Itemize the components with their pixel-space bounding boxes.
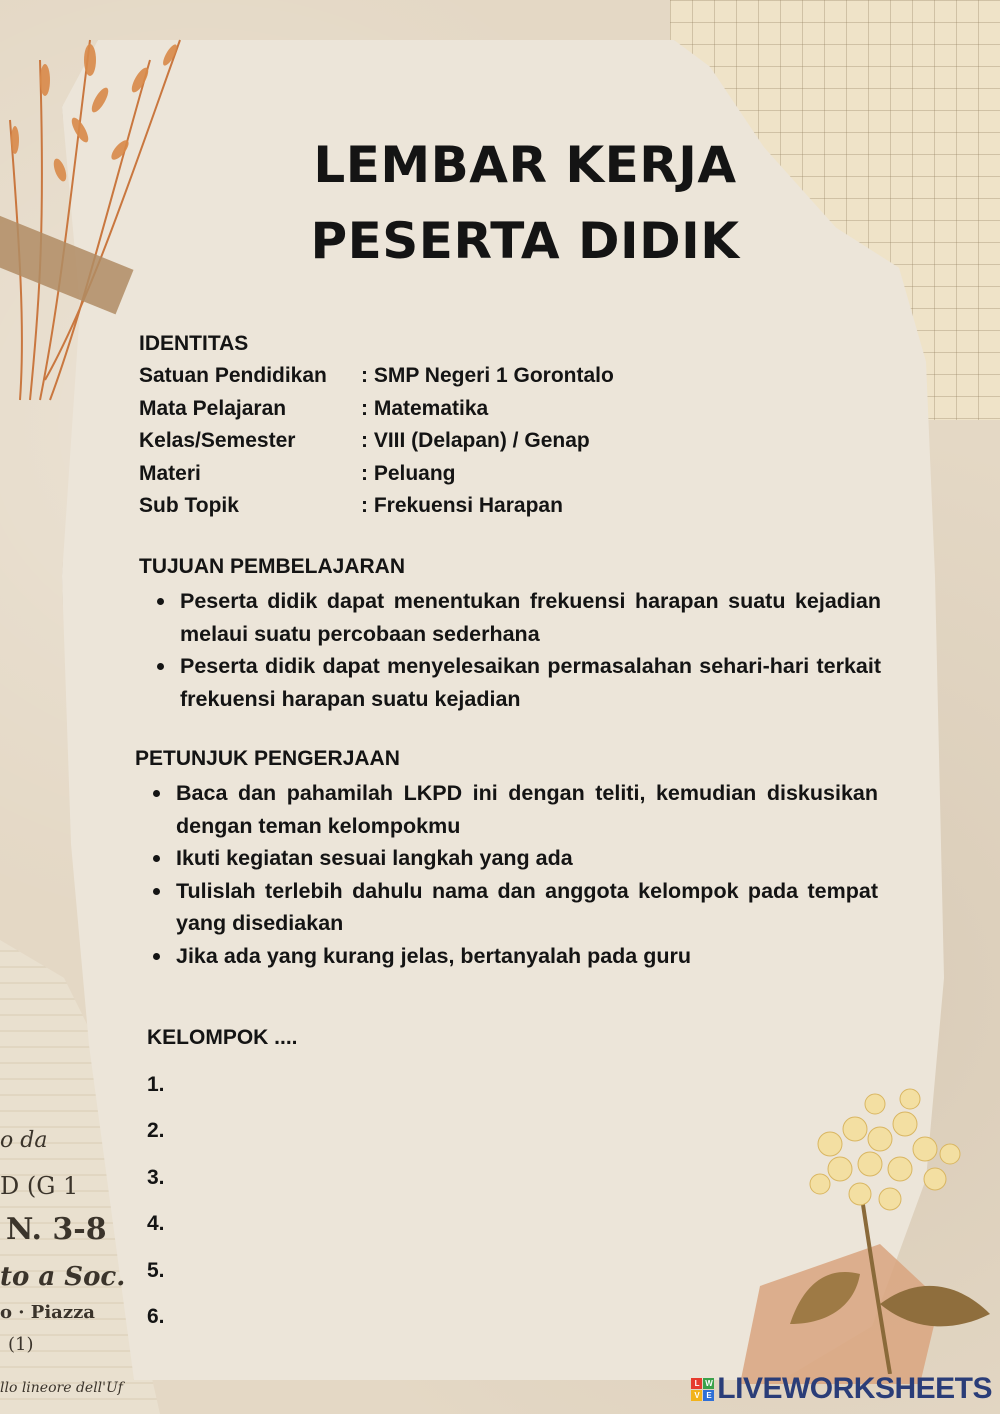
member-number: 4. — [147, 1212, 165, 1235]
newspaper-text-line: D (G 1 — [0, 1172, 79, 1200]
newspaper-text-line: o · Piazza — [0, 1302, 95, 1323]
identity-label: Sub Topik — [139, 494, 239, 517]
logo-text: LIVEWORKSHEETS — [717, 1372, 992, 1405]
tujuan-list — [154, 585, 881, 715]
newspaper-text-line: to a Soc. — [0, 1262, 126, 1292]
newspaper-text-line: (1) — [8, 1334, 34, 1355]
list-item: Peserta didik dapat menentukan frekuensi harapan suatu kejadian melaui suatu percobaan sederhana — [154, 585, 881, 650]
identity-row — [139, 429, 590, 453]
logo-grid-cell: E — [703, 1390, 714, 1401]
member-number: 5. — [147, 1259, 165, 1282]
identity-value: : SMP Negeri 1 Gorontalo — [361, 364, 614, 387]
identity-value: : Frekuensi Harapan — [361, 494, 563, 517]
identity-value: : Peluang — [361, 462, 456, 485]
list-item: Baca dan pahamilah LKPD ini dengan teliti, kemudian diskusikan dengan teman kelompokmu — [150, 777, 878, 842]
logo-grid-icon — [691, 1378, 714, 1401]
newspaper-text-line: o da — [0, 1128, 48, 1153]
list-item: Jika ada yang kurang jelas, bertanyalah pada guru — [150, 940, 878, 973]
kelompok-heading: KELOMPOK .... — [147, 1026, 298, 1049]
newspaper-text-line: llo lineore dell'Uf — [0, 1380, 123, 1396]
newspaper-text-line: N. 3-8 — [6, 1212, 107, 1247]
member-number: 1. — [147, 1073, 165, 1096]
member-number: 6. — [147, 1305, 165, 1328]
identity-row — [139, 462, 456, 486]
identity-value: : VIII (Delapan) / Genap — [361, 429, 590, 452]
identity-row — [139, 397, 488, 421]
identity-label: Mata Pelajaran — [139, 397, 287, 420]
page-title-line-1: LEMBAR KERJA — [313, 136, 737, 194]
identity-label: Satuan Pendidikan — [139, 364, 327, 387]
member-number: 2. — [147, 1119, 165, 1142]
list-item: Peserta didik dapat menyelesaikan permasalahan sehari-hari terkait frekuensi harapan suatu kejadian — [154, 650, 881, 715]
tujuan-heading: TUJUAN PEMBELAJARAN — [139, 555, 406, 578]
identity-row — [139, 494, 563, 518]
liveworksheets-logo[interactable] — [691, 1372, 992, 1406]
petunjuk-list — [150, 777, 878, 973]
identitas-heading: IDENTITAS — [139, 332, 249, 355]
logo-grid-cell: W — [705, 1378, 713, 1388]
page-title-line-2: PESERTA DIDIK — [310, 212, 740, 270]
list-item: Ikuti kegiatan sesuai langkah yang ada — [150, 842, 878, 875]
identity-row — [139, 364, 614, 388]
logo-grid-cell: L — [691, 1378, 702, 1389]
member-number: 3. — [147, 1166, 165, 1189]
identity-value: : Matematika — [361, 397, 489, 420]
logo-grid-cell: V — [691, 1390, 702, 1401]
identity-label: Materi — [139, 462, 201, 485]
identity-label: Kelas/Semester — [139, 429, 296, 452]
petunjuk-heading: PETUNJUK PENGERJAAN — [135, 747, 400, 770]
list-item: Tulislah terlebih dahulu nama dan anggota kelompok pada tempat yang disediakan — [150, 875, 878, 940]
